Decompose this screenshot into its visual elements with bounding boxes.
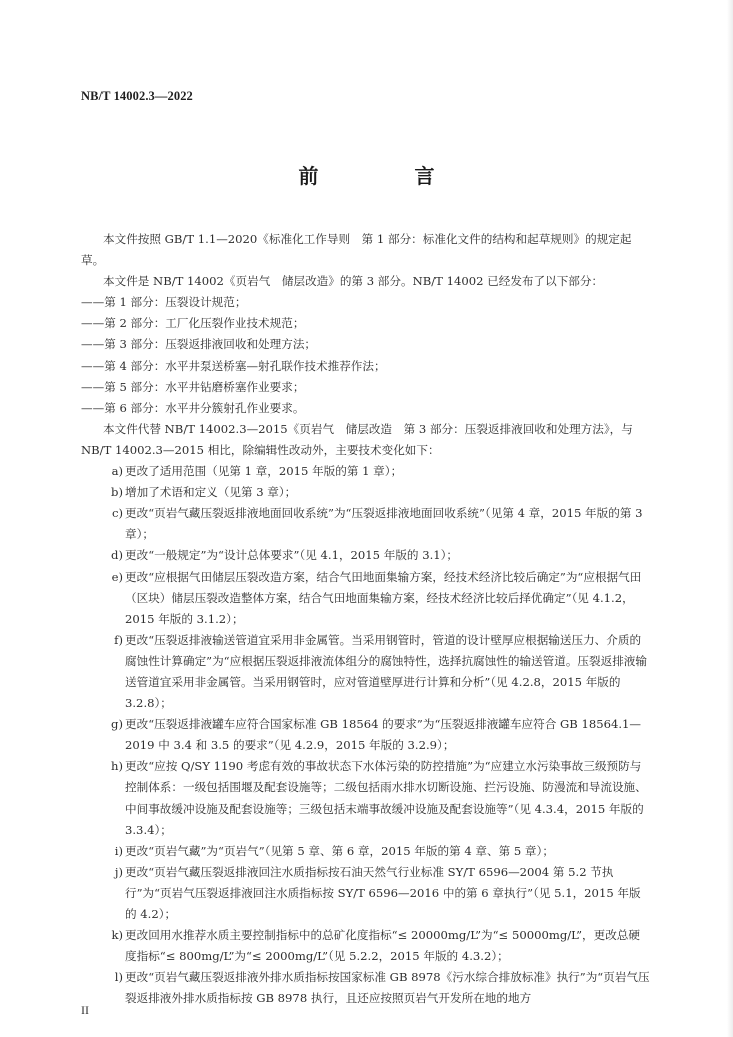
change-item-label: b)	[111, 485, 123, 500]
change-item-text: 更改“页岩气藏压裂返排液地面回收系统”为“压裂返排液地面回收系统”（见第 4 章，2015 年版的第 3 章）；	[125, 506, 643, 542]
change-item-text: 更改“应按 Q/SY 1190 考虑有效的事故状态下水体污染的防控措施”为“应建立水污染事故三级预防与控制体系：一级包括围堰及配套设施等；二级包括雨水排水切断设施、拦污设施、防漫流和导流设施、中间事故缓冲设施及配套设施等；三级包括末端事故缓冲设施及配套设施等”（见 4.3.4，2015 年版的 3.3.4）；	[125, 759, 647, 837]
change-item	[81, 567, 651, 630]
change-item-label: g)	[111, 717, 123, 732]
change-item-label: d)	[111, 548, 123, 563]
change-item	[81, 482, 651, 503]
change-item-text: 更改“页岩气藏压裂返排液外排水质指标按国家标准 GB 8978《污水综合排放标准》执行”为“页岩气压裂返排液外排水质指标按 GB 8978 执行，且还应按照页岩气开发所在地的地方	[125, 970, 650, 1006]
change-item-label: k)	[111, 928, 123, 943]
change-item	[81, 841, 651, 862]
change-item-text: 更改回用水推荐水质主要控制指标中的总矿化度指标“≤ 20000mg/L”为“≤ 50000mg/L”，更改总硬度指标“≤ 800mg/L”为“≤ 2000mg/L”（见 5.2.2，2015 年版的 4.3.2）；	[125, 928, 640, 964]
change-item	[81, 756, 651, 840]
change-item-text: 更改“应根据气田储层压裂改造方案，结合气田地面集输方案，经技术经济比较后确定”为“应根据气田（区块）储层压裂改造整体方案，结合气田地面集输方案，经技术经济比较后择优确定”（见 4.1.2，2015 年版的 3.1.2）；	[125, 569, 642, 626]
change-item-label: j)	[114, 864, 123, 879]
replacement-paragraph: 本文件代替 NB/T 14002.3—2015《页岩气 储层改造 第 3 部分：压裂返排液回收和处理方法》，与 NB/T 14002.3—2015 相比，除编辑性改动外，主要技术变化如下：	[81, 421, 633, 457]
change-item-label: f)	[114, 632, 123, 647]
part-list-item: ——第 6 部分：水平井分簇射孔作业要求。	[81, 400, 305, 415]
change-item-label: a)	[111, 464, 123, 479]
change-item	[81, 461, 651, 482]
change-item-text: 更改“页岩气藏压裂返排液回注水质指标按石油天然气行业标准 SY/T 6596—2004 第 5.2 节执行”为“页岩气压裂返排液回注水质指标按 SY/T 6596—2016 中的第 6 章执行”（见 5.1，2015 年版的 4.2）；	[125, 864, 641, 921]
change-item-text: 更改“页岩气藏”为“页岩气”（见第 5 章、第 6 章，2015 年版的第 4 章、第 5 章）；	[125, 843, 554, 858]
change-item-label: l)	[114, 970, 123, 985]
change-item-label: e)	[111, 569, 123, 584]
change-item	[81, 714, 651, 756]
page-number: II	[81, 1003, 89, 1017]
intro-paragraph: 本文件按照 GB/T 1.1—2020《标准化工作导则 第 1 部分：标准化文件的结构和起草规则》的规定起草。	[81, 232, 632, 268]
part-list-item: ——第 5 部分：水平井钻磨桥塞作业要求；	[81, 379, 305, 394]
change-item	[81, 967, 651, 1009]
change-item	[81, 630, 651, 714]
change-item-text: 增加了术语和定义（见第 3 章）；	[125, 485, 297, 500]
change-item-text: 更改“压裂返排液罐车应符合国家标准 GB 18564 的要求”为“压裂返排液罐车应符合 GB 18564.1—2019 中 3.4 和 3.5 的要求”（见 4.2.9，2015 年版的 3.2.9）；	[125, 717, 642, 753]
change-item	[81, 545, 651, 566]
change-item-text: 更改“压裂返排液输送管道宜采用非金属管。当采用钢管时，管道的设计壁厚应根据输送压力、介质的腐蚀性计算确定”为“应根据压裂返排液流体组分的腐蚀特性，选择抗腐蚀性的输送管道。压裂返排液输送管道宜采用非金属管。当采用钢管时，应对管道壁厚进行计算和分析”（见 4.2.8，2015 年版的 3.2.8）；	[125, 632, 647, 711]
change-item	[81, 862, 651, 925]
standard-code-header: NB/T 14002.3—2022	[81, 89, 193, 103]
part-list-item: ——第 3 部分：压裂返排液回收和处理方法；	[81, 337, 317, 352]
change-item-text: 更改“一般规定”为“设计总体要求”（见 4.1，2015 年版的 3.1）；	[125, 548, 459, 563]
part-list-item: ——第 1 部分：压裂设计规范；	[81, 295, 247, 310]
series-paragraph: 本文件是 NB/T 14002《页岩气 储层改造》的第 3 部分。NB/T 14002 已经发布了以下部分：	[103, 274, 604, 289]
page-edge-shadow	[727, 0, 733, 1037]
change-item-text: 更改了适用范围（见第 1 章，2015 年版的第 1 章）；	[125, 464, 403, 479]
change-item	[81, 925, 651, 967]
part-list-item: ——第 4 部分：水平井泵送桥塞—射孔联作技术推荐作法；	[81, 358, 386, 373]
change-item-label: h)	[111, 759, 123, 774]
part-list-item: ——第 2 部分：工厂化压裂作业技术规范；	[81, 316, 305, 331]
change-item	[81, 503, 651, 545]
change-item-label: i)	[114, 843, 123, 858]
document-body	[81, 229, 651, 1009]
change-item-label: c)	[111, 506, 123, 521]
page-title: 前 言	[298, 164, 473, 188]
